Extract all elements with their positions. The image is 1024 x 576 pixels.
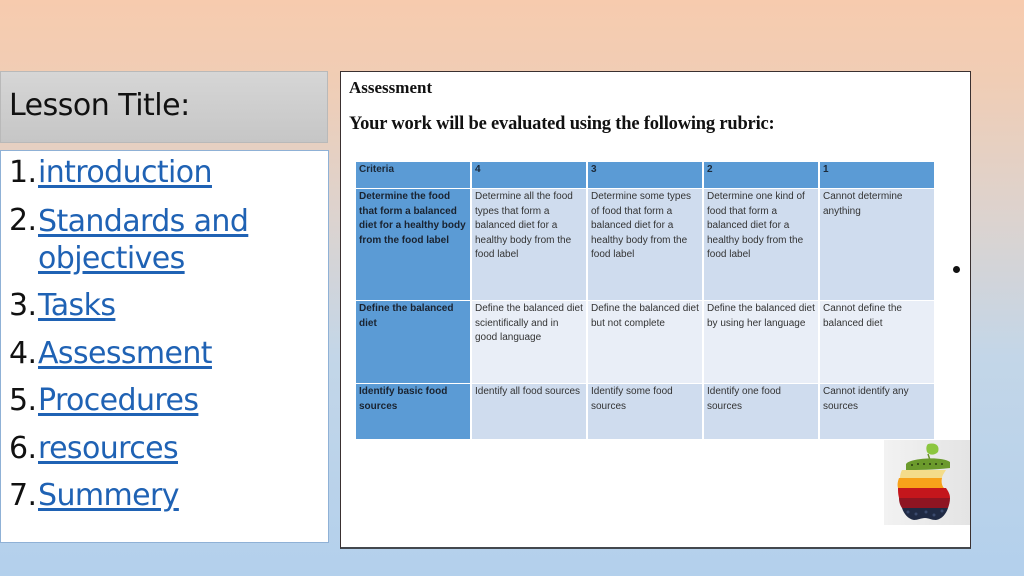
toc-number: 6. xyxy=(9,430,37,466)
rubric-header-criteria: Criteria xyxy=(356,162,470,188)
toc-item-introduction xyxy=(9,155,268,191)
toc-link-introduction[interactable]: introduction xyxy=(38,155,212,190)
fruit-apple-image xyxy=(884,440,970,525)
rubric-cell: Identify one food sources xyxy=(704,384,818,439)
toc-link-tasks[interactable]: Tasks xyxy=(38,288,116,323)
rubric-cell: Cannot determine anything xyxy=(820,189,934,300)
rubric-criteria-cell: Identify basic food sources xyxy=(356,384,470,439)
rubric-cell: Define the balanced diet by using her language xyxy=(704,301,818,383)
rubric-cell: Determine some types of food that form a balanced diet for a healthy body from the food label xyxy=(588,189,702,300)
toc-number: 2. xyxy=(9,202,37,238)
bullet-dot xyxy=(953,266,960,273)
lesson-contents-list xyxy=(9,155,268,526)
rubric-header-score-2: 2 xyxy=(704,162,818,188)
toc-number: 1. xyxy=(9,155,37,190)
toc-item-assessment xyxy=(9,336,268,372)
toc-number: 3. xyxy=(9,288,37,323)
rubric-cell: Identify some food sources xyxy=(588,384,702,439)
toc-link-summery[interactable]: Summery xyxy=(38,478,179,513)
rubric-criteria-cell: Define the balanced diet xyxy=(356,301,470,383)
toc-link-assessment[interactable]: Assessment xyxy=(38,335,212,371)
rubric-cell: Define the balanced diet but not complete xyxy=(588,301,702,383)
rubric-row xyxy=(356,384,934,439)
toc-link-procedures[interactable]: Procedures xyxy=(38,383,199,418)
rubric-header-row xyxy=(356,162,934,188)
lesson-title: Lesson Title: xyxy=(9,88,190,123)
toc-item-procedures xyxy=(9,383,268,419)
fruit-apple-icon xyxy=(884,440,970,525)
assessment-subheading: Your work will be evaluated using the following rubric: xyxy=(349,114,775,134)
rubric-cell: Define the balanced diet scientifically and in good language xyxy=(472,301,586,383)
rubric-cell: Cannot identify any sources xyxy=(820,384,934,439)
assessment-heading: Assessment xyxy=(349,78,433,97)
toc-item-resources xyxy=(9,431,268,467)
rubric-header-score-4: 4 xyxy=(472,162,586,188)
assessment-panel xyxy=(340,71,971,549)
toc-link-standards-objectives[interactable]: Standards and objectives xyxy=(38,203,249,276)
toc-item-tasks xyxy=(9,288,268,324)
toc-number: 5. xyxy=(9,383,37,418)
lesson-title-box xyxy=(0,71,328,143)
rubric-row xyxy=(356,301,934,383)
lesson-contents-panel xyxy=(0,150,329,543)
rubric-cell: Determine one kind of food that form a balanced diet for a healthy body from the food label xyxy=(704,189,818,300)
toc-number: 7. xyxy=(9,478,37,513)
rubric-header-score-3: 3 xyxy=(588,162,702,188)
rubric-cell: Identify all food sources xyxy=(472,384,586,439)
rubric-header-score-1: 1 xyxy=(820,162,934,188)
rubric-row xyxy=(356,189,934,300)
rubric-criteria-cell: Determine the food that form a balanced diet for a healthy body from the food label xyxy=(356,189,470,300)
toc-number: 4. xyxy=(9,335,37,371)
toc-item-summery xyxy=(9,478,268,514)
rubric-cell: Cannot define the balanced diet xyxy=(820,301,934,383)
toc-item-standards xyxy=(9,203,268,277)
toc-link-resources[interactable]: resources xyxy=(38,430,178,466)
rubric-cell: Determine all the food types that form a balanced diet for a healthy body from the food label xyxy=(472,189,586,300)
rubric-table xyxy=(354,161,936,440)
